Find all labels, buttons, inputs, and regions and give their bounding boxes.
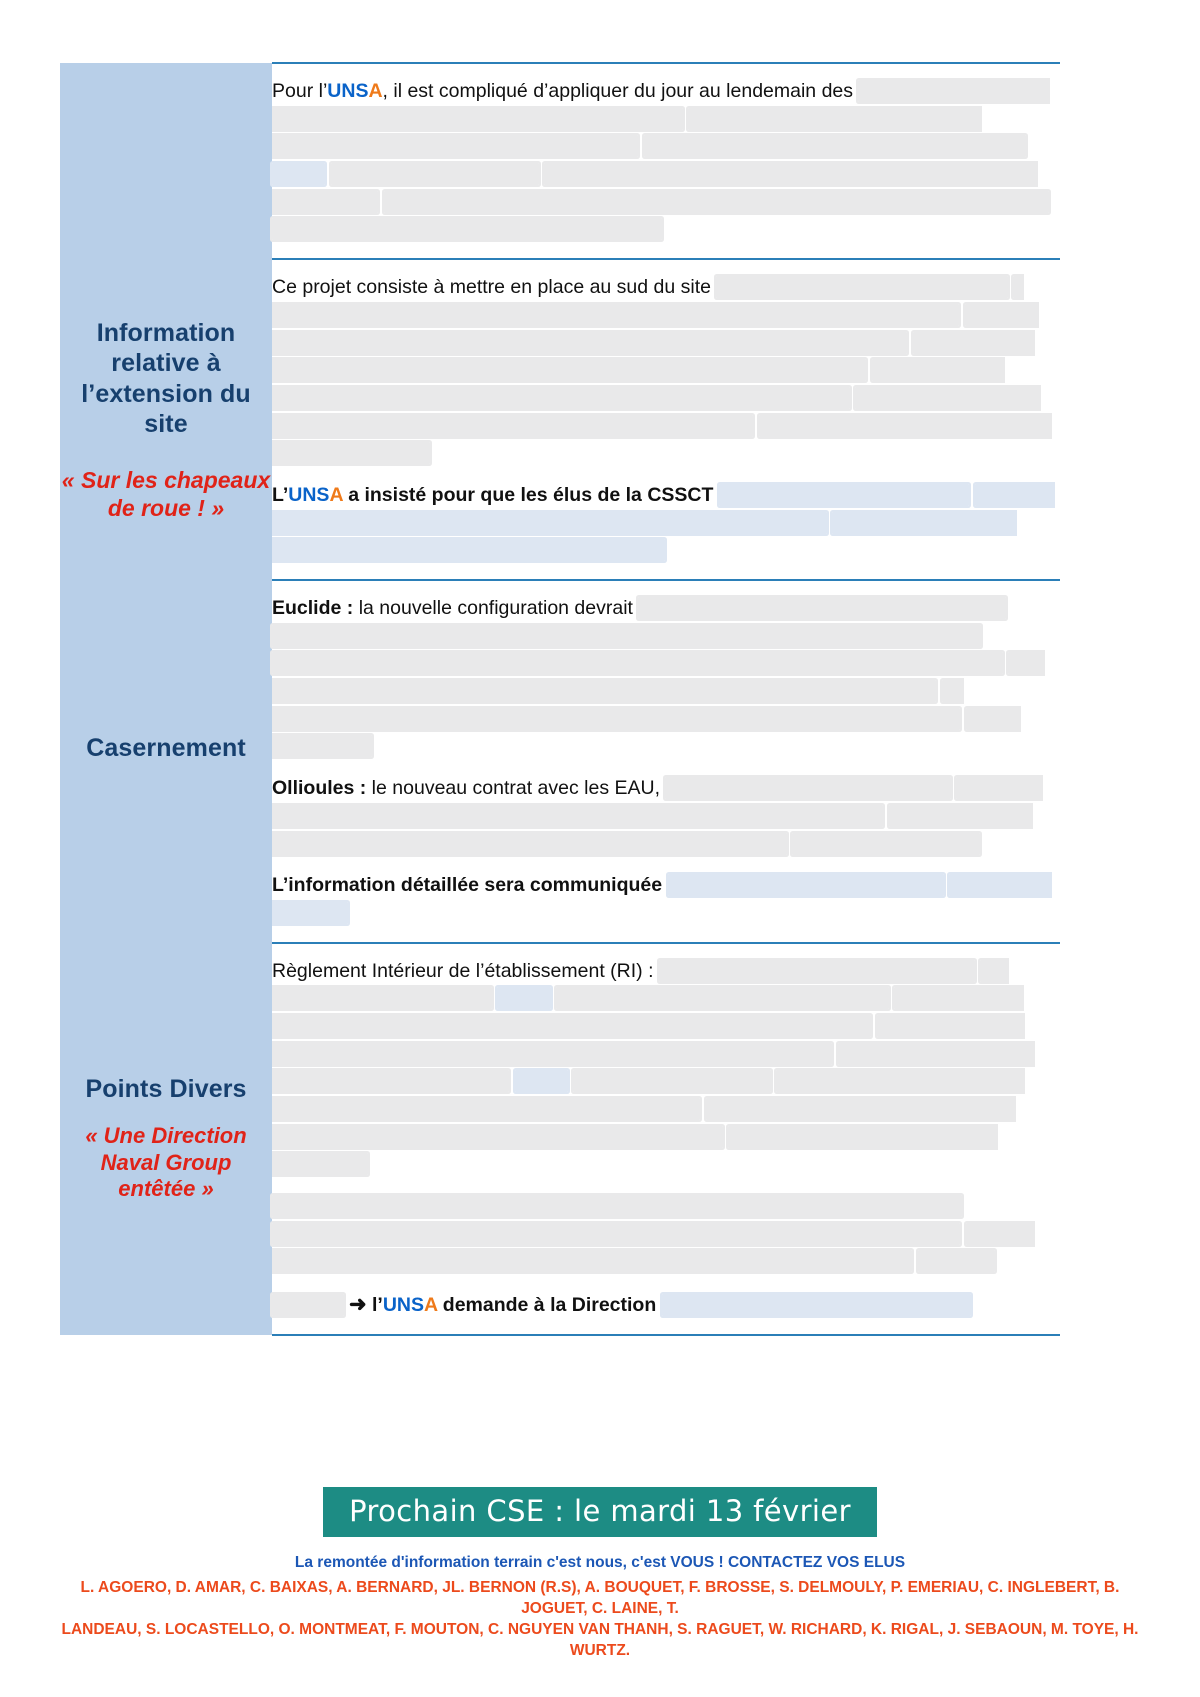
next-meeting-banner-wrap — [0, 1487, 1200, 1537]
row-heading: Points Divers — [85, 1075, 247, 1104]
names-line: L. AGOERO, D. AMAR, C. BAIXAS, A. BERNARD, JL. BERNON (R.S), A. BOUQUET, F. BROSSE, S. DELMOULY, P. EMERIAU, C. INGLEBERT, B. JOGUET, C. LAINE, T. — [80, 1579, 1120, 1617]
redacted-text — [644, 135, 1026, 157]
row-content-cell — [272, 943, 1060, 1335]
row-content-cell — [272, 259, 1060, 580]
redacted-text — [272, 1195, 962, 1217]
redacted-text — [272, 625, 981, 647]
redacted-unsa-brand — [272, 163, 325, 185]
unsa-brand: UNSA — [288, 483, 343, 506]
redacted-text — [272, 1223, 960, 1245]
redacted-text — [272, 1294, 344, 1316]
redacted-text — [719, 484, 969, 506]
redacted-unsa-brand — [515, 1070, 568, 1092]
text-run: Pour l’ — [272, 80, 328, 102]
row-heading: Casernement — [86, 734, 246, 763]
redacted-text — [662, 1294, 971, 1316]
row-heading: Information relative à l’extension du site — [81, 318, 251, 439]
paragraph — [272, 775, 1056, 858]
text-run: Règlement Intérieur de l’établissement (RI) : — [272, 959, 654, 982]
redacted-text — [792, 833, 980, 855]
row-label-cell-points-divers — [60, 943, 272, 1335]
text-run: Euclide : — [272, 597, 354, 619]
text-run: l’ — [366, 1294, 383, 1317]
footer-tagline: La remontée d'information terrain c'est nous, c'est VOUS ! CONTACTEZ VOS ELUS — [294, 1554, 906, 1571]
redacted-text — [573, 1070, 770, 1092]
row-label-cell-extension — [60, 259, 272, 580]
redacted-text — [668, 874, 944, 896]
row-content-cell — [272, 580, 1060, 943]
paragraph — [272, 482, 1056, 565]
paragraph — [272, 78, 1056, 244]
text-run: Ce projet consiste à mettre en place au sud du site — [272, 276, 711, 299]
text-run: la nouvelle configuration devrait — [353, 597, 633, 619]
redacted-text — [659, 960, 975, 982]
row-quote: « Sur les chapeaux de roue ! » — [61, 466, 271, 521]
redacted-text — [918, 1250, 995, 1272]
row-label-cell-empty — [60, 63, 272, 259]
redacted-text — [638, 597, 1005, 619]
arrow-icon: ➜ — [348, 1293, 367, 1317]
text-run: Ollioules : — [272, 777, 367, 800]
redacted-text — [556, 987, 889, 1009]
redacted-text — [272, 652, 1003, 674]
text-run: L’information détaillée sera communiquée — [272, 874, 663, 897]
redacted-unsa-brand — [497, 987, 550, 1009]
table-row — [60, 580, 1060, 943]
paragraph — [272, 1193, 1056, 1276]
table-row — [60, 259, 1060, 580]
unsa-brand: UNSA — [382, 1294, 438, 1317]
redacted-text — [331, 163, 539, 185]
row-quote: « Une Direction Naval Group entêtée » — [85, 1122, 247, 1202]
footer-elected-names — [60, 1578, 1140, 1662]
row-label-cell-casernement — [60, 580, 272, 943]
text-run: demande à la Direction — [437, 1294, 657, 1317]
table-row — [60, 943, 1060, 1335]
redacted-text — [384, 191, 1050, 213]
unsa-brand: UNSA — [327, 80, 383, 102]
paragraph — [272, 872, 1056, 927]
next-meeting-banner: Prochain CSE : le mardi 13 février — [323, 1487, 877, 1537]
content-table — [60, 62, 1060, 1336]
row-content-cell — [272, 63, 1060, 259]
text-run: , il est compliqué d’appliquer du jour au lendemain des — [382, 80, 854, 102]
table-row — [60, 63, 1060, 259]
text-run: a insisté pour que les élus de la CSSCT — [342, 483, 714, 506]
paragraph — [272, 1290, 1056, 1320]
paragraph — [272, 274, 1056, 468]
names-line: LANDEAU, S. LOCASTELLO, O. MONTMEAT, F. MOUTON, C. NGUYEN VAN THANH, S. RAGUET, W. RICHARD, K. RIGAL, J. SEBAOUN, M. TOYE, H. WURTZ. — [61, 1620, 1139, 1659]
text-run: le nouveau contrat avec les EAU, — [366, 777, 661, 800]
paragraph — [272, 958, 1056, 1180]
redacted-text — [272, 218, 662, 240]
text-run: L’ — [272, 483, 289, 506]
redacted-text — [665, 777, 950, 799]
redacted-text — [716, 276, 1008, 298]
paragraph — [272, 595, 1056, 761]
